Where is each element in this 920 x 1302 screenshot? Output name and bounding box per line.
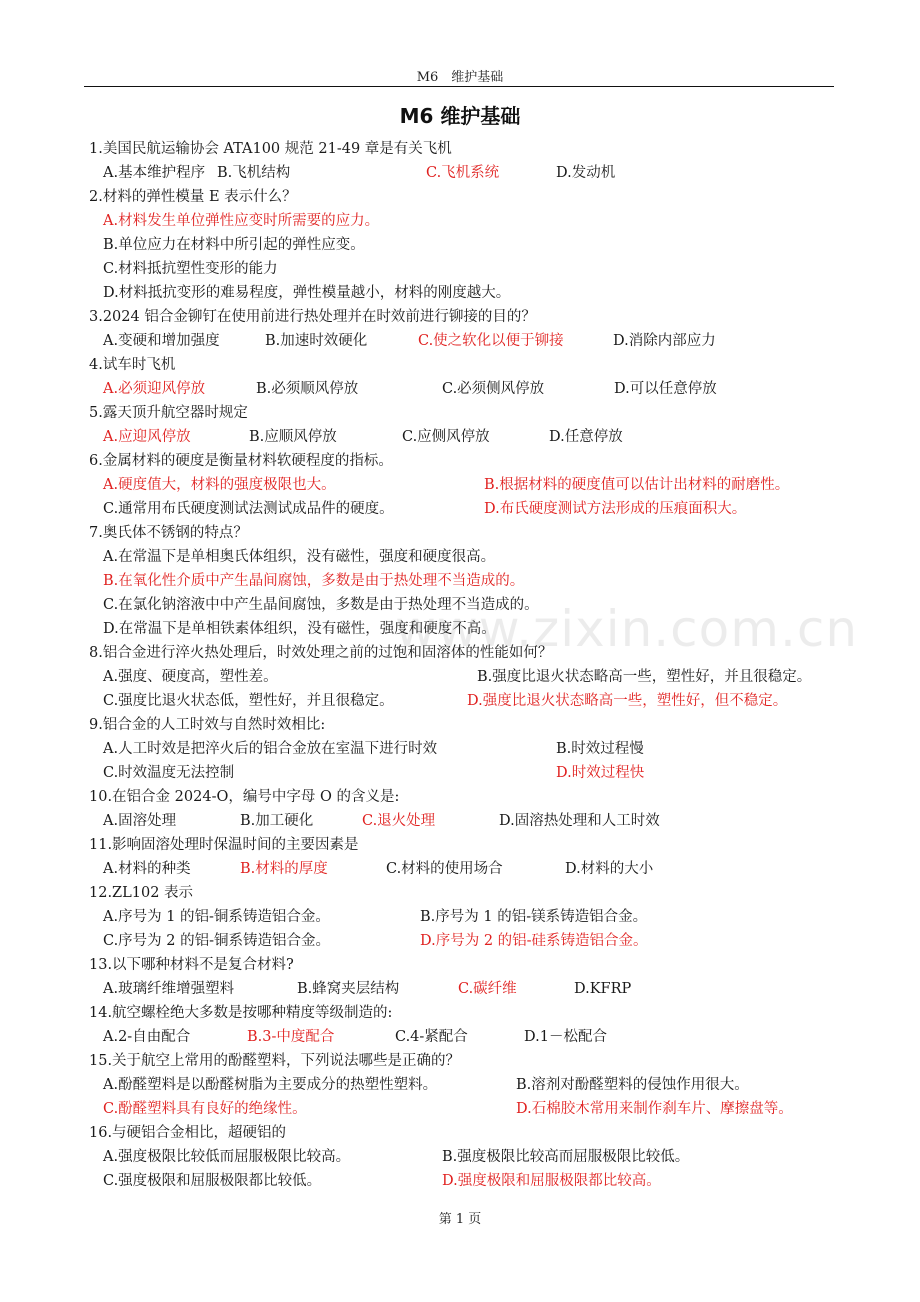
q12-option-c: C.序号为 2 的铝-铜系铸造铝合金。: [103, 933, 331, 949]
question-7: 7.奥氏体不锈钢的特点？: [89, 525, 248, 541]
q15-option-d: D.石棉胶木常用来制作刹车片、摩擦盘等。: [516, 1101, 793, 1117]
q12-option-a: A.序号为 1 的铝-铜系铸造铝合金。: [103, 909, 330, 925]
q9-option-b: B.时效过程慢: [556, 741, 644, 757]
question-15: 15.关于航空上常用的酚醛塑料，下列说法哪些是正确的？: [89, 1053, 461, 1069]
question-3-options: [89, 329, 849, 353]
q9-option-d: D.时效过程快: [556, 765, 645, 781]
q5-option-d: D.任意停放: [549, 429, 623, 445]
q12-option-d: D.序号为 2 的铝-硅系铸造铝合金。: [420, 933, 648, 949]
q2-option-b: B.单位应力在材料中所引起的弹性应变。: [103, 237, 365, 253]
q10-option-b: B.加工硬化: [240, 813, 314, 829]
q11-option-d: D.材料的大小: [565, 861, 654, 877]
page-number: 第 1 页: [438, 1212, 482, 1227]
q7-option-a: A.在常温下是单相奥氏体组织，没有磁性，强度和硬度很高。: [103, 549, 496, 565]
q3-option-c: C.使之软化以便于铆接: [418, 333, 564, 349]
q7-option-c: C.在氯化钠溶液中中产生晶间腐蚀，多数是由于热处理不当造成的。: [103, 597, 539, 613]
q4-option-d: D.可以任意停放: [614, 381, 717, 397]
question-9-options-cd: [89, 761, 849, 785]
q2-row-a: [89, 209, 849, 233]
question-11-options: [89, 857, 849, 881]
q8-option-d: D.强度比退火状态略高一些，塑性好，但不稳定。: [467, 693, 788, 709]
q2-option-c: C.材料抵抗塑性变形的能力: [103, 261, 278, 277]
q2-option-d: D.材料抵抗变形的难易程度，弹性模量越小，材料的刚度越大。: [103, 285, 511, 301]
q11-option-b: B.材料的厚度: [240, 861, 328, 877]
q11-option-c: C.材料的使用场合: [386, 861, 503, 877]
q13-option-d: D.KFRP: [574, 981, 632, 997]
question-9-options-ab: [89, 737, 849, 761]
q16-option-d: D.强度极限和屈服极限都比较高。: [442, 1173, 661, 1189]
question-1-options: [89, 161, 849, 185]
question-12-options-ab: [89, 905, 849, 929]
q6-option-a: A.硬度值大，材料的强度极限也大。: [103, 477, 336, 493]
question-8-options-ab: [89, 665, 849, 689]
question-4-options: [89, 377, 849, 401]
question-3: 3.2024 铝合金铆钉在使用前进行热处理并在时效前进行铆接的目的？: [89, 309, 536, 325]
q2-row-b: [89, 233, 849, 257]
q7-row-a: [89, 545, 849, 569]
q16-option-c: C.强度极限和屈服极限都比较低。: [103, 1173, 322, 1189]
q10-option-a: A.固溶处理: [103, 813, 177, 829]
q7-option-b: B.在氧化性介质中产生晶间腐蚀，多数是由于热处理不当造成的。: [103, 573, 525, 589]
q9-option-c: C.时效温度无法控制: [103, 765, 235, 781]
question-13-options: [89, 977, 849, 1001]
question-8: 8.铝合金进行淬火热处理后，时效处理之前的过饱和固溶体的性能如何？: [89, 645, 553, 661]
q8-option-b: B.强度比退火状态略高一些，塑性好，并且很稳定。: [477, 669, 812, 685]
question-5-options: [89, 425, 849, 449]
q7-row-b: [89, 569, 849, 593]
question-12-options-cd: [89, 929, 849, 953]
q8-option-c: C.强度比退火状态低，塑性好，并且很稳定。: [103, 693, 394, 709]
q14-option-d: D.1－松配合: [524, 1029, 607, 1045]
q11-option-a: A.材料的种类: [103, 861, 191, 877]
q15-option-b: B.溶剂对酚醛塑料的侵蚀作用很大。: [516, 1077, 749, 1093]
q5-option-b: B.应顺风停放: [249, 429, 337, 445]
q15-option-a: A.酚醛塑料是以酚醛树脂为主要成分的热塑性塑料。: [103, 1077, 438, 1093]
q6-option-c: C.通常用布氏硬度测试法测试成品件的硬度。: [103, 501, 394, 517]
q5-option-c: C.应侧风停放: [402, 429, 490, 445]
q16-option-a: A.强度极限比较低而屈服极限比较高。: [103, 1149, 351, 1165]
q1-option-c: C.飞机系统: [426, 165, 500, 181]
q1-option-d: D.发动机: [556, 165, 616, 181]
question-1: 1.美国民航运输协会 ATA100 规范 21-49 章是有关飞机: [89, 141, 452, 157]
q13-option-c: C.碳纤维: [458, 981, 517, 997]
q3-option-b: B.加速时效硬化: [265, 333, 368, 349]
question-12: 12.ZL102 表示: [89, 885, 194, 901]
question-14: 14.航空螺栓绝大多数是按哪种精度等级制造的:: [89, 1005, 393, 1021]
question-10-options: [89, 809, 849, 833]
q4-option-b: B.必须顺风停放: [256, 381, 359, 397]
q14-option-a: A.2-自由配合: [103, 1029, 191, 1045]
q1-option-b: B.飞机结构: [217, 165, 291, 181]
q6-option-b: B.根据材料的硬度值可以估计出材料的耐磨性。: [484, 477, 790, 493]
header-rule: [84, 86, 834, 87]
q14-option-c: C.4-紧配合: [395, 1029, 468, 1045]
question-4: 4.试车时飞机: [89, 357, 176, 373]
q10-option-d: D.固溶热处理和人工时效: [499, 813, 660, 829]
question-6-options-cd: [89, 497, 849, 521]
q2-row-c: [89, 257, 849, 281]
q16-option-b: B.强度极限比较高而屈服极限比较低。: [442, 1149, 690, 1165]
q5-option-a: A.应迎风停放: [103, 429, 191, 445]
question-15-options-cd: [89, 1097, 849, 1121]
q12-option-b: B.序号为 1 的铝-镁系铸造铝合金。: [420, 909, 648, 925]
q4-option-c: C.必须侧风停放: [442, 381, 545, 397]
q3-option-a: A.变硬和增加强度: [103, 333, 220, 349]
question-16-options-cd: [89, 1169, 849, 1193]
q3-option-d: D.消除内部应力: [613, 333, 716, 349]
q1-option-a: A.基本维护程序: [103, 165, 206, 181]
q14-option-b: B.3-中度配合: [247, 1029, 335, 1045]
question-11: 11.影响固溶处理时保温时间的主要因素是: [89, 837, 359, 853]
q7-row-c: [89, 593, 849, 617]
question-6-options-ab: [89, 473, 849, 497]
q10-option-c: C.退火处理: [362, 813, 436, 829]
q6-option-d: D.布氏硬度测试方法形成的压痕面积大。: [484, 501, 747, 517]
q7-row-d: [89, 617, 849, 641]
question-5: 5.露天顶升航空器时规定: [89, 405, 248, 421]
page-title: M6 维护基础: [399, 104, 521, 128]
question-8-options-cd: [89, 689, 849, 713]
q4-option-a: A.必须迎风停放: [103, 381, 206, 397]
question-14-options: [89, 1025, 849, 1049]
q2-row-d: [89, 281, 849, 305]
question-16-options-ab: [89, 1145, 849, 1169]
q13-option-b: B.蜂窝夹层结构: [297, 981, 400, 997]
question-9: 9.铝合金的人工时效与自然时效相比:: [89, 717, 326, 733]
question-15-options-ab: [89, 1073, 849, 1097]
question-list: [89, 137, 849, 1193]
q9-option-a: A.人工时效是把淬火后的铝合金放在室温下进行时效: [103, 741, 438, 757]
question-16: 16.与硬铝合金相比，超硬铝的: [89, 1125, 287, 1141]
question-13: 13.以下哪种材料不是复合材料?: [89, 957, 294, 973]
q8-option-a: A.强度、硬度高，塑性差。: [103, 669, 278, 685]
q15-option-c: C.酚醛塑料具有良好的绝缘性。: [103, 1101, 307, 1117]
question-10: 10.在铝合金 2024-O，编号中字母 O 的含义是:: [89, 789, 400, 805]
q7-option-d: D.在常温下是单相铁素体组织，没有磁性，强度和硬度不高。: [103, 621, 496, 637]
watermark: www.zixin.com.cn: [395, 600, 859, 658]
question-2: 2.材料的弹性模量 E 表示什么？: [89, 189, 297, 205]
q2-option-a: A.材料发生单位弹性应变时所需要的应力。: [103, 213, 380, 229]
question-6: 6.金属材料的硬度是衡量材料软硬程度的指标。: [89, 453, 393, 469]
q13-option-a: A.玻璃纤维增强塑料: [103, 981, 235, 997]
running-header: M6 维护基础: [416, 70, 504, 85]
